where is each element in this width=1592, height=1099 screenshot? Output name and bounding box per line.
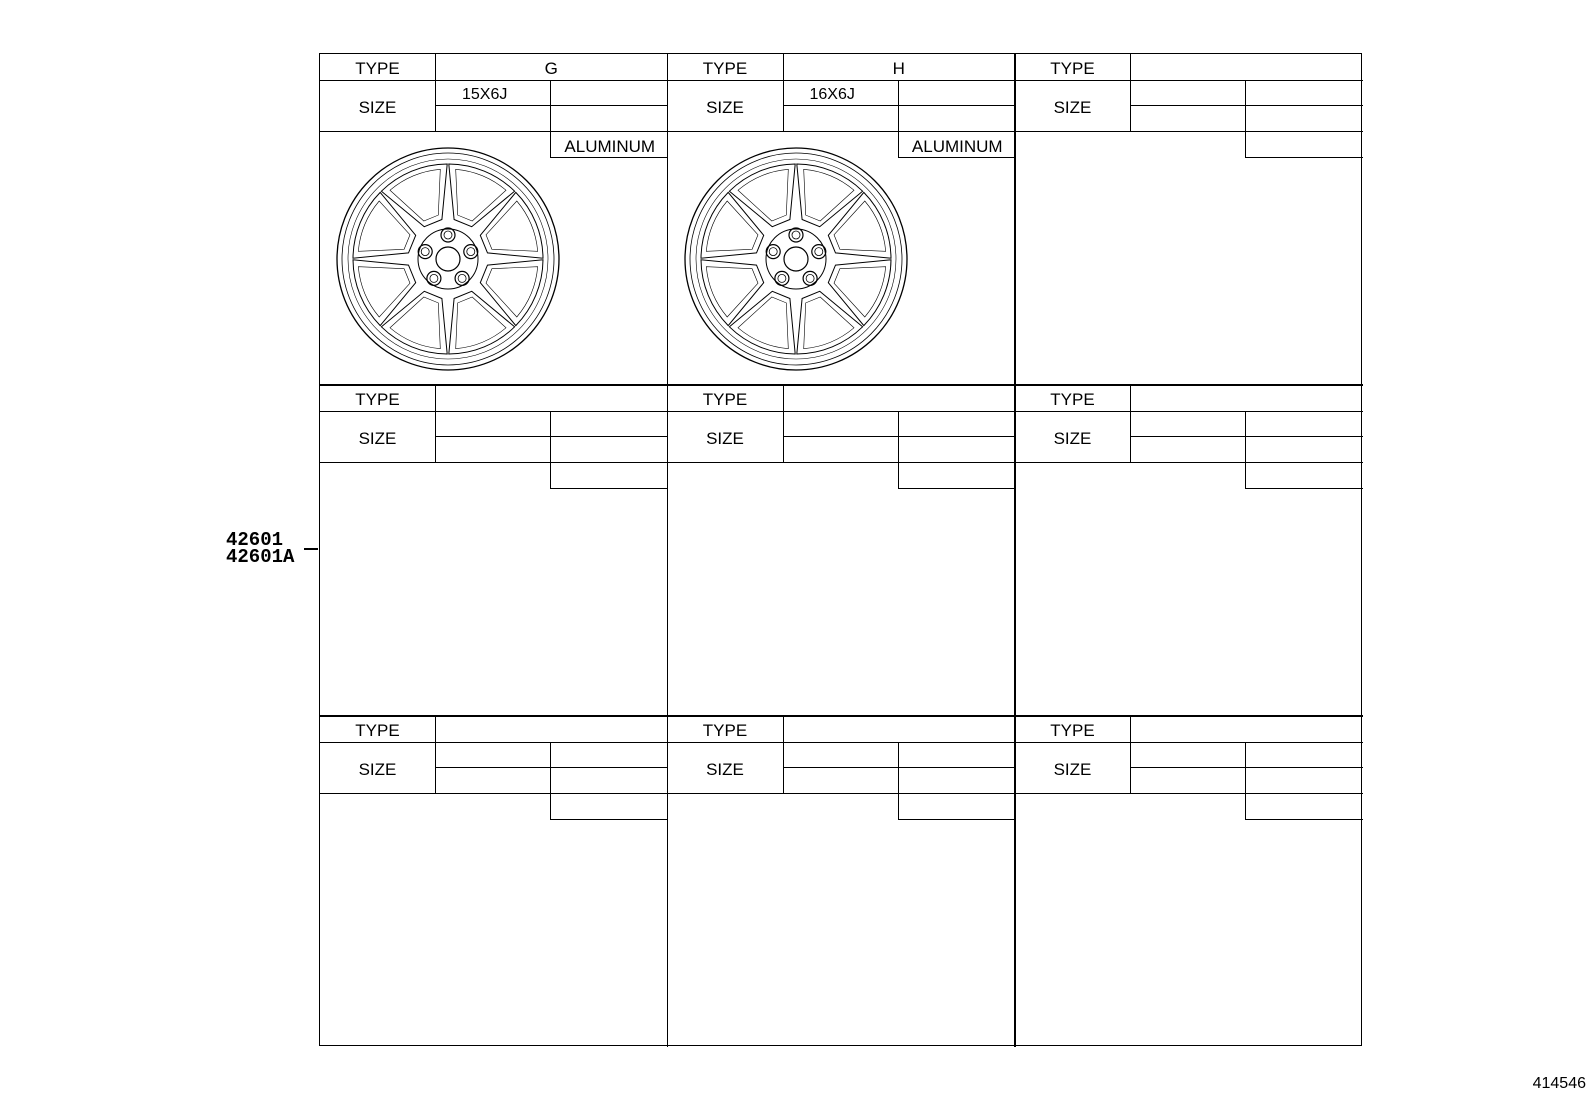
material-box-rule — [550, 157, 668, 158]
wheel-cell — [1015, 716, 1362, 1047]
type-label: TYPE — [702, 721, 748, 740]
part-number-alternate: 42601A — [226, 546, 295, 568]
material-label: ALUMINUM — [564, 137, 656, 156]
type-label: TYPE — [702, 59, 748, 78]
cell-divider — [1015, 715, 1363, 717]
size-label: SIZE — [706, 429, 744, 448]
label-column-rule — [1130, 54, 1131, 132]
size-mid-rule — [783, 436, 1016, 437]
label-column-rule — [783, 716, 784, 794]
type-label: TYPE — [355, 390, 400, 409]
type-label: TYPE — [1050, 721, 1095, 740]
size-column-rule — [1245, 411, 1246, 489]
cell-divider — [668, 715, 1016, 717]
size-column-rule — [550, 742, 551, 820]
size-label: SIZE — [358, 760, 397, 779]
leader-line — [304, 548, 318, 550]
size-label: SIZE — [706, 98, 744, 117]
wheel-cell — [320, 385, 667, 716]
wheel-cell — [668, 385, 1015, 716]
wheel-cell — [320, 716, 667, 1047]
material-box-rule — [898, 157, 1016, 158]
size-value: 16X6J — [809, 86, 855, 103]
header-rule — [668, 742, 1016, 743]
alloy-wheel-drawing — [681, 144, 911, 374]
header-rule — [668, 462, 1016, 463]
label-column-rule — [1130, 716, 1131, 794]
header-rule — [320, 411, 668, 412]
header-rule — [1015, 462, 1363, 463]
cell-divider — [320, 715, 668, 717]
wheel-cell — [668, 54, 1015, 385]
material-box-rule — [550, 488, 668, 489]
header-rule — [1015, 80, 1363, 81]
cell-divider — [320, 384, 668, 386]
size-column-rule — [1245, 742, 1246, 820]
material-label: ALUMINUM — [911, 137, 1003, 156]
header-rule — [320, 742, 668, 743]
size-mid-rule — [1130, 105, 1363, 106]
material-box-rule — [1245, 819, 1363, 820]
wheel-type-grid — [319, 53, 1362, 1046]
part-number-label — [226, 529, 295, 568]
wheel-cell — [320, 54, 667, 385]
size-mid-rule — [435, 105, 668, 106]
header-rule — [668, 793, 1016, 794]
size-label: SIZE — [706, 760, 744, 779]
header-rule — [320, 462, 668, 463]
label-column-rule — [435, 385, 436, 463]
size-column-rule — [898, 411, 899, 489]
size-label: SIZE — [358, 429, 397, 448]
wheel-cell — [1015, 54, 1362, 385]
material-box-rule — [1245, 488, 1363, 489]
size-label: SIZE — [1053, 98, 1092, 117]
material-box-rule — [898, 488, 1016, 489]
label-column-rule — [435, 716, 436, 794]
size-mid-rule — [1130, 767, 1363, 768]
wheel-cell — [668, 716, 1015, 1047]
size-mid-rule — [435, 436, 668, 437]
size-mid-rule — [435, 767, 668, 768]
cell-divider — [1015, 384, 1363, 386]
size-label: SIZE — [358, 98, 397, 117]
label-column-rule — [1130, 385, 1131, 463]
type-label: TYPE — [1050, 390, 1095, 409]
header-rule — [320, 131, 668, 132]
size-column-rule — [550, 411, 551, 489]
wheel-cell — [1015, 385, 1362, 716]
type-label: TYPE — [1050, 59, 1095, 78]
label-column-rule — [783, 385, 784, 463]
size-value: 15X6J — [462, 86, 508, 103]
size-mid-rule — [783, 767, 1016, 768]
material-box-rule — [1245, 157, 1363, 158]
type-label: TYPE — [355, 59, 400, 78]
header-rule — [668, 131, 1016, 132]
size-mid-rule — [1130, 436, 1363, 437]
header-rule — [320, 793, 668, 794]
size-mid-rule — [783, 105, 1016, 106]
size-column-rule — [898, 742, 899, 820]
type-label: TYPE — [355, 721, 400, 740]
header-rule — [1015, 793, 1363, 794]
diagram-id: 414546 — [1532, 1075, 1586, 1092]
type-label: TYPE — [702, 390, 748, 409]
size-column-rule — [1245, 80, 1246, 158]
size-label: SIZE — [1053, 429, 1092, 448]
alloy-wheel-drawing — [333, 144, 563, 374]
type-value: H — [892, 59, 905, 78]
header-rule — [1015, 742, 1363, 743]
header-rule — [1015, 131, 1363, 132]
cell-divider — [668, 384, 1016, 386]
header-rule — [320, 80, 668, 81]
type-value: G — [544, 59, 558, 78]
material-box-rule — [898, 819, 1016, 820]
header-rule — [1015, 411, 1363, 412]
header-rule — [668, 80, 1016, 81]
header-rule — [668, 411, 1016, 412]
material-box-rule — [550, 819, 668, 820]
size-label: SIZE — [1053, 760, 1092, 779]
part-number-primary: 42601 — [226, 529, 284, 551]
